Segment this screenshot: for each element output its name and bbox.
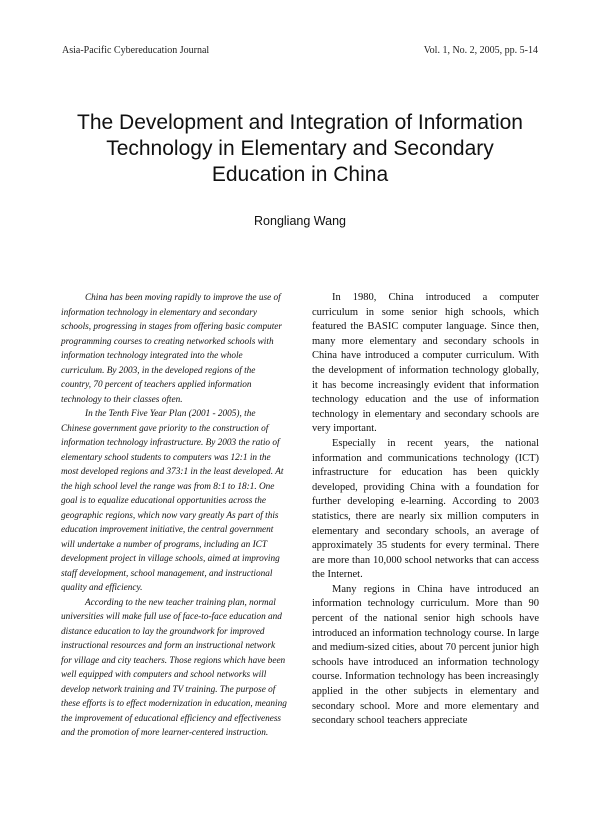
- body-paragraph: Many regions in China have introduced an information technology curriculum. More than 90 percent of the national senior high schools have introduced an information technology course. In large and medium-sized cities, about 70 percent junior high schools have introduced an information technology course. Information technology has been increasingly applied in the other subjects in elementary and secondary school. More and more elementary and secondary school teachers appreciate: [312, 583, 539, 727]
- body-paragraph: Especially in recent years, the national information and communications technology (ICT) infrastructure for education has been quickly developed, providing China with a foundation for further developing e-learning. According to 2003 statistics, there are nearly six million computers in elementary and secondary schools, an average of approximately 35 students for every terminal. There are more than 10,000 school networks that can access the Internet.: [312, 437, 539, 581]
- abstract-paragraph: China has been moving rapidly to improve the use of information technology in elementary and secondary schools, progressing in stages from offering basic computer programming courses to creating networked schools with information technology integrated into the whole curriculum. By 2003, in the developed regions of the country, 70 percent of teachers applied information technology to their classes often.: [61, 293, 282, 405]
- paper-title: [60, 110, 540, 188]
- title-line-3: Education in China: [211, 163, 389, 186]
- body-paragraph: In 1980, China introduced a computer curriculum in some senior high schools, which featured the BASIC computer language. Since then, many more elementary and secondary schools in China have introduced a computer curriculum. With the development of information technology globally, it has become increasingly evident that information technology education and the use of information technology in elementary and secondary schools are very important.: [312, 292, 539, 435]
- abstract: [61, 291, 287, 741]
- title-line-1: The Development and Integration of Information: [77, 111, 523, 134]
- title-line-2: Technology in Elementary and Secondary: [106, 137, 494, 160]
- abstract-paragraph: According to the new teacher training plan, normal universities will make full use of face-to-face education and distance education to lay the groundwork for improved instructional resources and form an instructional network for village and city teachers. Those regions which have been well equipped with computers and school networks will develop network training and TV training. The purpose of these efforts is to effect modernization in education, meaning the improvement of educational efficiency and effectiveness and the promotion of more learner-centered instruction.: [61, 597, 287, 738]
- journal-name: Asia-Pacific Cybereducation Journal: [62, 45, 210, 56]
- abstract-paragraph: In the Tenth Five Year Plan (2001 - 2005), the Chinese government gave priority to the construction of information technology infrastructure. By 2003 the ratio of elementary school students to computers was 12:1 in the most developed regions and 373:1 in the least developed. At the high school level the range was from 8:1 to 18:1. One goal is to equalize educational opportunities across the geographic regions, which now vary greatly As part of this education improvement initiative, the central government will undertake a number of programs, including an ICT development project in village schools, aimed at improving staff development, school management, and instructional quality and efficiency.: [61, 409, 284, 593]
- volume-citation: Vol. 1, No. 2, 2005, pp. 5-14: [423, 45, 538, 56]
- author-name: Rongliang Wang: [254, 214, 346, 228]
- body-column: [312, 291, 539, 729]
- running-header: [62, 45, 538, 59]
